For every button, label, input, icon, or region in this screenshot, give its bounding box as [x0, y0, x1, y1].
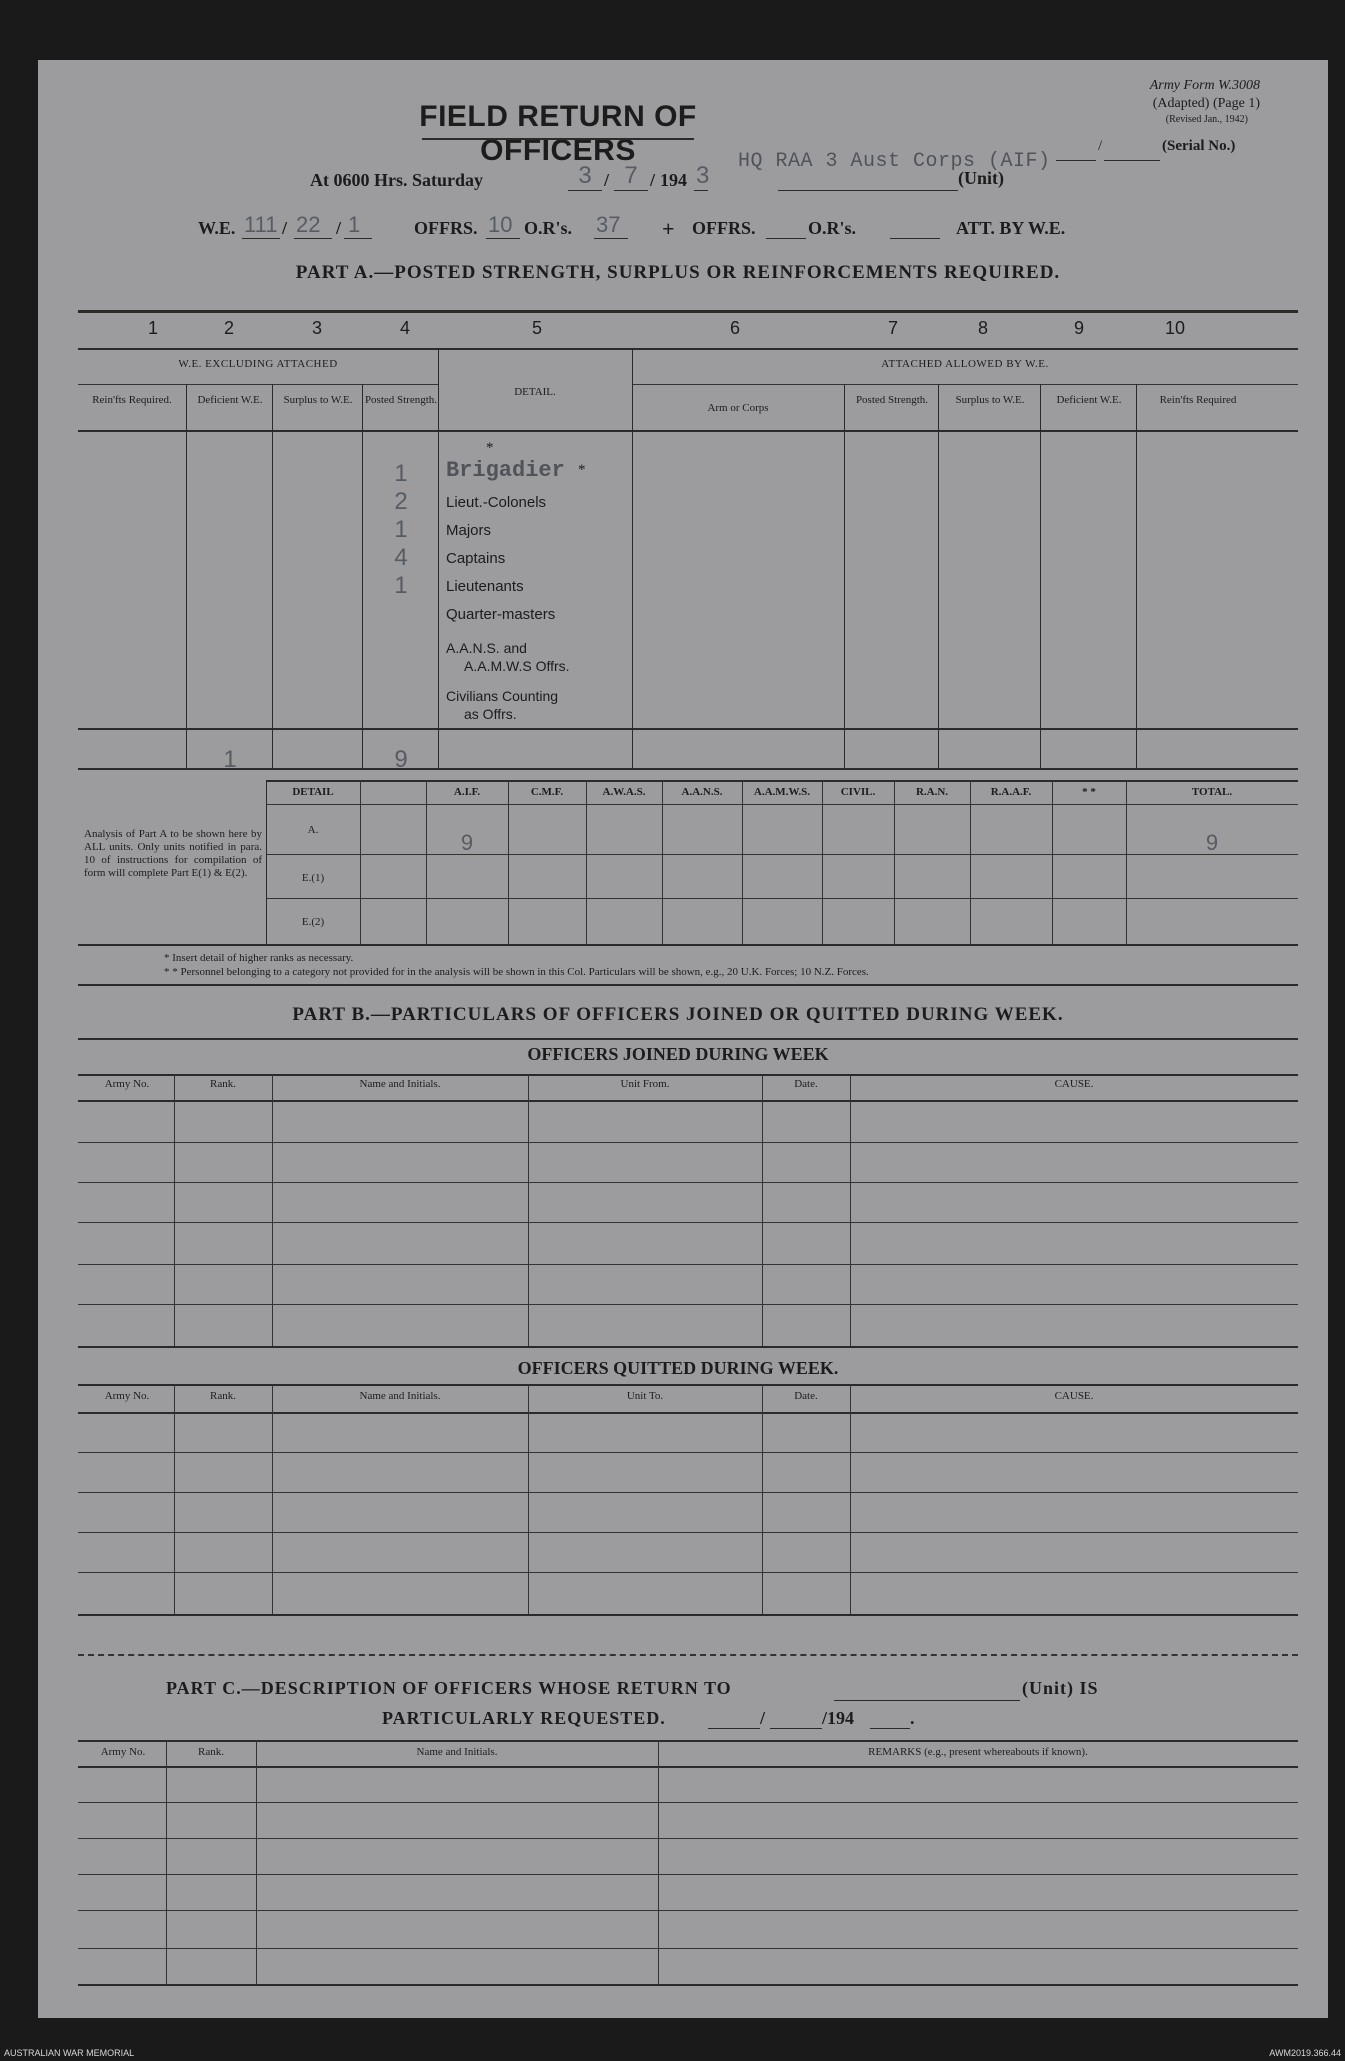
form-page: Army Form W.3008 (Adapted) (Page 1) (Revised Jan., 1942) / (Serial No.) FIELD RETURN OF OFFICERS At 0600 Hrs. Saturday 3 / 7 / 194 3 HQ RAA 3 Aust Corps (AIF) (Unit) W.E. 111 / 22 / 1 OFFRS. 10 O.R's. 37 + OFFRS. O.R's. ATT. BY W.E. PART A.—POSTED STRENGTH, SURPLUS OR REINFORCEMENTS REQUIRED. 1 2 3 4 5 6 7 8 9 10 W.E. EXCLUDING ATTACHED ATTACHED ALLOWED BY W.E. DETAIL. Rein'fts Required. Deficient W.E. Surplus to W.E. Posted Strength. Arm or Corps Posted Strength. Surplus to W.E. Deficient W.E. Rein'fts Required * Brigadier * Lieut.-Colonels Majors Captains Lieutenants Quarter-masters A.A.N.S. and A.A.M.W.S Offrs. Civilians Counting as Offrs. 1 2 1 4 1 1 9 DETAIL A.I.F. C.M.F. A.W.A.S. A.A.N.S. A.A.M.W.S. CIVIL. R.A.N. R.A.A.F. * * TOTAL. A. E.(1) E.(2) 9 9 Analysis of Part A to be shown here by ALL units. Only units notified in para. 10 of instructions for compilation of form will complete Part E(1) & E(2). * Insert detail of higher ranks as necessary. * * Personnel belonging to a category not provided for in the analysis will be shown in this Col. Particulars will be shown, e.g., 20 U.K. Forces; 10 N.Z. Forces. PART B.—PARTICULARS OF OFFICERS JOINED OR QUITTED DURING WEEK. OFFICERS JOINED DURING WEEK Army No. Rank. Name and Initials. Unit From. Date. CAUSE. OFFICERS QUITTED DURING WEEK. Army No. Rank. Name and Initials. Unit To. Date. CAUSE. PART C.—DESCRIPTION OF OFFICERS WHOSE RETURN TO (Unit) IS PARTICULARLY REQUESTED. / /194 . Army No. Rank. Name and Initials. REMARKS (e.g., present whereabouts if known).	[38, 60, 1328, 2018]
report-time-label: At 0600 Hrs. Saturday	[310, 170, 484, 190]
sub-posted-right: Posted Strength.	[855, 394, 929, 406]
footer-right: AWM2019.366.44	[1269, 2048, 1341, 2058]
offrs-value: 10	[488, 212, 513, 237]
plus-sign: +	[662, 216, 675, 241]
report-year-digit: 3	[696, 162, 710, 189]
rank-lieut-colonels: Lieut.-Colonels	[446, 494, 547, 511]
report-month: 7	[624, 162, 638, 189]
footer-left: AUSTRALIAN WAR MEMORIAL	[4, 2048, 135, 2058]
date-sep-1: /	[604, 170, 610, 190]
analysis-total-a: 9	[1205, 830, 1219, 855]
analysis-header-total: TOTAL.	[1191, 786, 1233, 798]
col-number-5: 5	[531, 318, 542, 338]
asterisk-brigadier: *	[578, 462, 586, 478]
sub-deficient-left: Deficient W.E.	[197, 394, 263, 406]
att-label: ATT. BY W.E.	[956, 218, 1066, 238]
part-c-col-army-no: Army No.	[100, 1746, 146, 1758]
quitted-col-cause: CAUSE.	[1054, 1390, 1094, 1402]
analysis-aif-a: 9	[460, 830, 474, 855]
quitted-col-army-no: Army No.	[104, 1390, 150, 1402]
analysis-header-cmf: C.M.F.	[530, 786, 564, 798]
joined-col-army-no: Army No.	[104, 1078, 150, 1090]
sub-reinfts-left: Rein'fts Required.	[92, 394, 172, 406]
date-sep-2: /	[650, 170, 656, 190]
asterisk-top: *	[486, 440, 494, 456]
sub-posted-left: Posted Strength.	[364, 394, 438, 406]
total-posted: 9	[394, 746, 408, 773]
unit-name: HQ RAA 3 Aust Corps (AIF)	[738, 150, 1051, 173]
sub-deficient-right: Deficient W.E.	[1056, 394, 1122, 406]
we-number-a: 111	[244, 212, 278, 237]
analysis-header-aans: A.A.N.S.	[681, 786, 723, 798]
ors-label: O.R's.	[524, 218, 573, 238]
report-day: 3	[578, 162, 592, 189]
form-adapted: (Adapted) (Page 1)	[1152, 96, 1260, 111]
joined-col-rank: Rank.	[210, 1078, 236, 1090]
we-number-b: 22	[296, 212, 321, 237]
form-number: Army Form W.3008	[1149, 78, 1260, 93]
part-c-col-name: Name and Initials.	[416, 1746, 498, 1758]
part-c-requested: PARTICULARLY REQUESTED.	[382, 1708, 666, 1728]
posted-lieut-colonels: 2	[394, 488, 408, 515]
analysis-row-e2: E.(2)	[301, 916, 325, 928]
col-number-10: 10	[1164, 318, 1186, 338]
joined-col-name: Name and Initials.	[359, 1078, 441, 1090]
quitted-col-date: Date.	[794, 1390, 818, 1402]
analysis-header-other: * *	[1082, 786, 1096, 798]
sub-arm-corps: Arm or Corps	[707, 402, 769, 414]
analysis-header-ran: R.A.N.	[915, 786, 949, 798]
analysis-header-aamws: A.A.M.W.S.	[753, 786, 811, 798]
joined-col-unit-from: Unit From.	[620, 1078, 670, 1090]
analysis-row-e1: E.(1)	[301, 872, 325, 884]
serial-slash: /	[1098, 138, 1103, 154]
sub-surplus-right: Surplus to W.E.	[955, 394, 1025, 406]
footnote-higher-ranks: * Insert detail of higher ranks as necessary.	[164, 952, 354, 964]
rank-aamws: A.A.M.W.S Offrs.	[464, 658, 570, 674]
posted-brigadier: 1	[394, 460, 408, 487]
analysis-header-aif: A.I.F.	[453, 786, 481, 798]
sub-surplus-left: Surplus to W.E.	[283, 394, 353, 406]
rank-brigadier: Brigadier	[446, 458, 565, 483]
we-number-c: 1	[348, 212, 361, 237]
part-c-heading: PART C.—DESCRIPTION OF OFFICERS WHOSE RETURN TO	[166, 1678, 732, 1698]
detail-header: DETAIL.	[514, 386, 556, 398]
footnote-category: * * Personnel belonging to a category not provided for in the analysis will be shown in this Col. Particulars will be shown, e.g., 20 U.K. Forces; 10 N.Z. Forces.	[164, 966, 869, 978]
rank-civilians: Civilians Counting	[446, 688, 559, 704]
col-number-8: 8	[977, 318, 988, 338]
quitted-col-unit-to: Unit To.	[626, 1390, 664, 1402]
analysis-header-civil: CIVIL.	[840, 786, 876, 798]
offrs2-label: OFFRS.	[692, 218, 756, 238]
sub-reinfts-right: Rein'fts Required	[1159, 394, 1237, 406]
quitted-col-rank: Rank.	[210, 1390, 236, 1402]
col-number-2: 2	[223, 318, 234, 338]
rank-quarter-masters: Quarter-masters	[446, 606, 556, 623]
rank-majors: Majors	[446, 522, 492, 539]
posted-captains: 4	[394, 544, 408, 571]
group-attached-allowed: ATTACHED ALLOWED BY W.E.	[881, 358, 1049, 370]
part-c-col-rank: Rank.	[198, 1746, 224, 1758]
quitted-col-name: Name and Initials.	[359, 1390, 441, 1402]
analysis-header-raaf: R.A.A.F.	[990, 786, 1032, 798]
joined-col-cause: CAUSE.	[1054, 1078, 1094, 1090]
part-a-heading: PART A.—POSTED STRENGTH, SURPLUS OR REINFORCEMENTS REQUIRED.	[295, 262, 1061, 283]
rank-aans: A.A.N.S. and	[446, 640, 527, 656]
form-revised: (Revised Jan., 1942)	[1165, 114, 1248, 125]
analysis-row-a: A.	[307, 824, 319, 836]
col-number-9: 9	[1073, 318, 1084, 338]
unit-label: (Unit)	[958, 168, 1004, 188]
posted-majors: 1	[394, 516, 408, 543]
joined-col-date: Date.	[794, 1078, 818, 1090]
part-c-year: /194	[822, 1708, 855, 1728]
part-c-date-slash: /	[760, 1708, 766, 1728]
analysis-note: Analysis of Part A to be shown here by ALL units. Only units notified in para. 10 of instructions for compilation of form will complete Part E(1) & E(2).	[84, 828, 262, 879]
offrs-label: OFFRS.	[414, 218, 478, 238]
we-label: W.E.	[198, 218, 236, 238]
posted-lieutenants: 1	[394, 572, 408, 599]
form-title: FIELD RETURN OF OFFICERS	[419, 100, 697, 167]
joined-title: OFFICERS JOINED DURING WEEK	[527, 1044, 829, 1064]
ors-value: 37	[596, 212, 621, 237]
col-number-6: 6	[729, 318, 740, 338]
rank-lieutenants: Lieutenants	[446, 578, 524, 595]
group-we-excluding: W.E. EXCLUDING ATTACHED	[178, 358, 338, 370]
total-deficient: 1	[223, 746, 237, 773]
report-year-prefix: 194	[660, 170, 687, 190]
col-number-1: 1	[147, 318, 158, 338]
part-b-heading: PART B.—PARTICULARS OF OFFICERS JOINED OR QUITTED DURING WEEK.	[292, 1004, 1064, 1025]
rank-as-offrs: as Offrs.	[464, 706, 517, 722]
part-c-col-remarks: REMARKS (e.g., present whereabouts if known).	[868, 1746, 1088, 1758]
quitted-title: OFFICERS QUITTED DURING WEEK.	[517, 1358, 839, 1378]
rank-captains: Captains	[446, 550, 506, 567]
ors2-label: O.R's.	[808, 218, 857, 238]
col-number-3: 3	[311, 318, 322, 338]
col-number-7: 7	[887, 318, 898, 338]
col-number-4: 4	[399, 318, 410, 338]
analysis-header-awas: A.W.A.S.	[602, 786, 646, 798]
part-c-unit-is: (Unit) IS	[1022, 1678, 1099, 1698]
analysis-header-detail: DETAIL	[292, 786, 334, 798]
part-c-date-end: .	[910, 1708, 915, 1728]
serial-label: (Serial No.)	[1162, 138, 1236, 154]
